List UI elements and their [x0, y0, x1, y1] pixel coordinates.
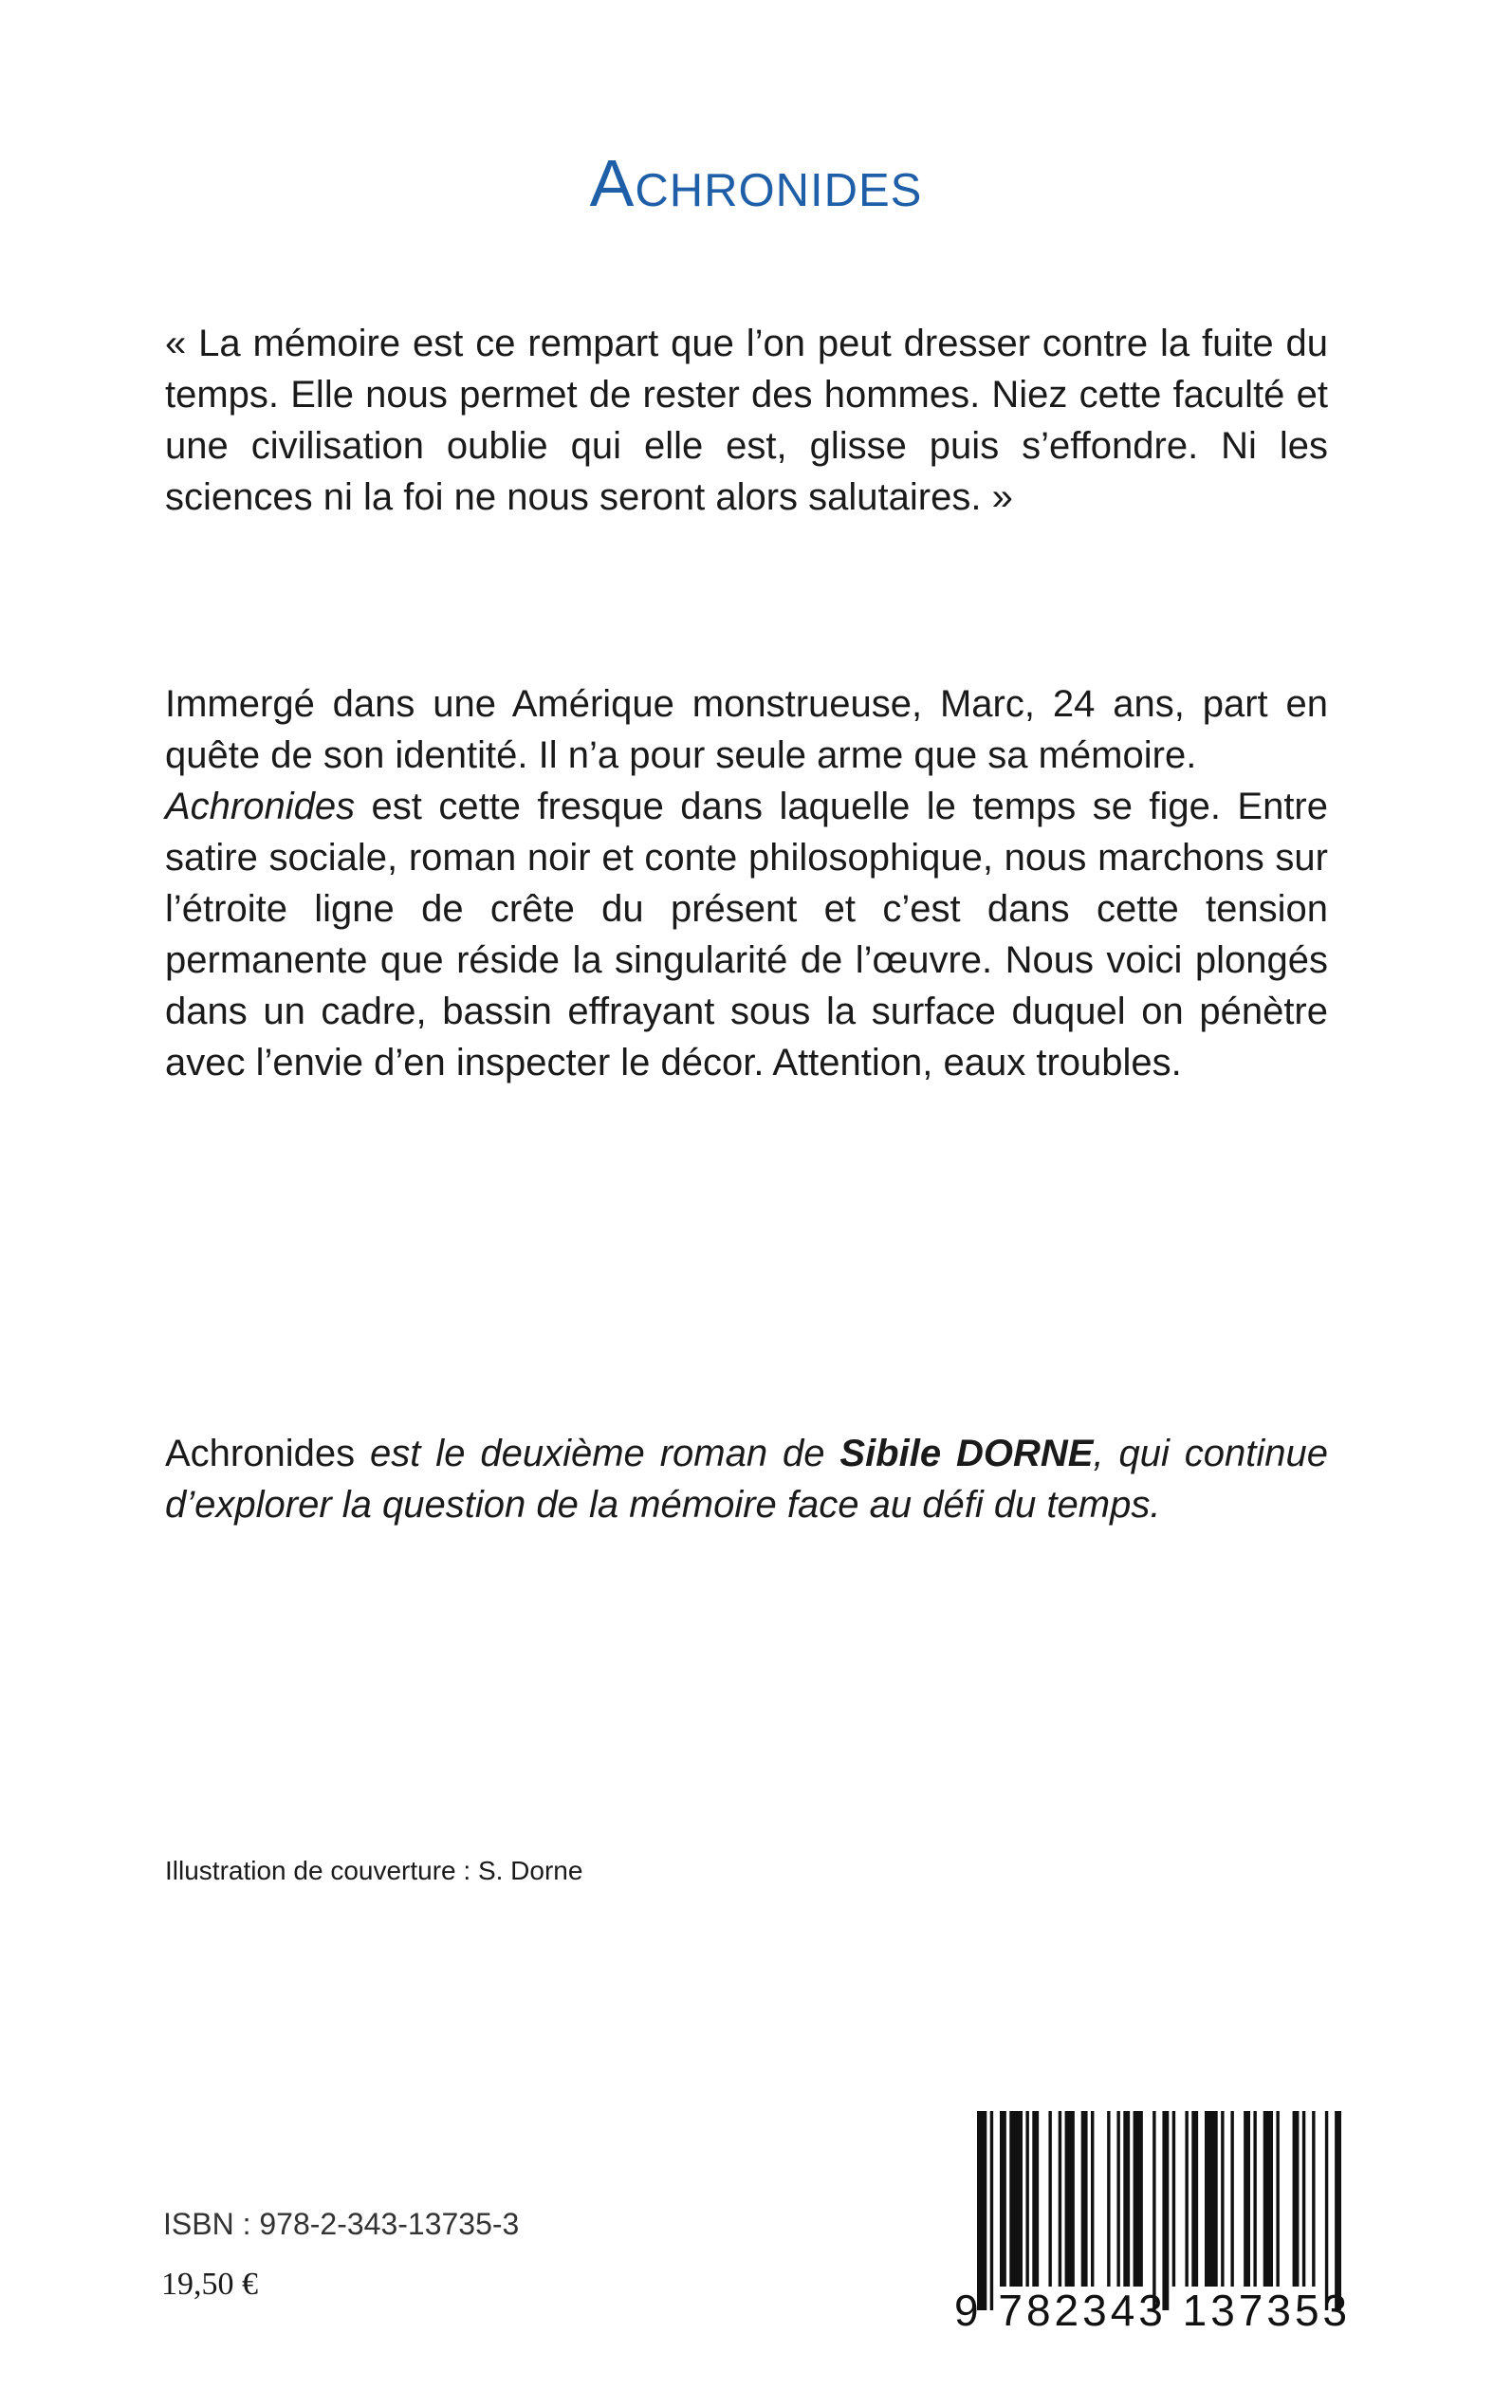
epigraph-quote: « La mémoire est ce rempart que l’on peut dresser contre la fuite du temps. Elle nous permet de rester des hommes. Niez cette faculté et une civilisation oublie qui elle est, glisse puis s’effondre. Ni les sciences ni la foi ne nous seront alors salutaires. » — [165, 323, 1328, 518]
barcode-bar — [990, 2111, 993, 2310]
synopsis-book-title: Achronides — [165, 786, 356, 827]
barcode-bar — [1221, 2111, 1224, 2287]
barcode-bar — [1244, 2111, 1250, 2287]
barcode-bar — [1302, 2111, 1305, 2287]
barcode-bar — [1293, 2111, 1300, 2287]
barcode-bar — [1091, 2111, 1094, 2287]
barcode-bar — [1312, 2111, 1315, 2287]
barcode-bar — [1107, 2111, 1110, 2287]
barcode-bar — [1253, 2111, 1256, 2287]
barcode-bar — [1032, 2111, 1039, 2287]
author-note-rest: , qui continue d’explorer la question de la mémoire face au défi du temps. — [165, 1433, 1328, 1526]
barcode-bar — [1230, 2111, 1233, 2287]
author-note-middle: est le deuxième roman de — [355, 1433, 840, 1474]
barcode-bar — [1276, 2111, 1279, 2287]
barcode-bar — [1059, 2111, 1061, 2287]
synopsis-paragraph-1: Immergé dans une Amérique monstrueuse, Marc, 24 ans, part en quête de son identité. Il n’a pour seule arme que sa mémoire. — [165, 683, 1328, 776]
barcode-bar — [1172, 2111, 1175, 2287]
barcode-bar — [1263, 2111, 1273, 2287]
author-note — [165, 1428, 1328, 1530]
author-name: Sibile DORNE — [839, 1433, 1094, 1474]
barcode-bar — [1185, 2111, 1188, 2287]
barcode-bars — [977, 2111, 1341, 2310]
synopsis-paragraph-2-text: est cette fresque dans laquelle le temps se fige. Entre satire sociale, roman noir et conte philosophique, nous marchons sur l’étroite ligne de crête du présent et c’est dans cette tension permanente que réside la singularité de l’œuvre. Nous voici plongés dans un cadre, bassin effrayant sous la surface duquel on pénètre avec l’envie d’en inspecter le décor. Attention, eaux troubles. — [165, 786, 1328, 1084]
barcode-bar — [1025, 2111, 1028, 2287]
barcode-bar — [1325, 2111, 1328, 2310]
synopsis — [165, 678, 1328, 1088]
barcode-bar — [1335, 2111, 1341, 2310]
isbn: ISBN : 978-2-343-13735-3 — [163, 2207, 520, 2241]
barcode-bar — [1116, 2111, 1119, 2287]
barcode-bar — [1162, 2111, 1169, 2310]
synopsis-paragraph-2 — [165, 781, 1328, 1088]
illustration-credit: Illustration de couverture : S. Dorne — [165, 1856, 583, 1885]
barcode-bar — [1081, 2111, 1088, 2287]
barcode-icon — [977, 2111, 1341, 2310]
barcode-bar — [1000, 2111, 1006, 2287]
barcode-bar — [1123, 2111, 1130, 2287]
barcode-bar — [1048, 2111, 1051, 2287]
book-title: Achronides — [589, 146, 923, 220]
barcode-bar — [1152, 2111, 1155, 2310]
author-note-book: Achronides — [165, 1433, 356, 1474]
barcode-bar — [1065, 2111, 1075, 2287]
barcode-digits: 9 782343 137353 — [954, 2286, 1352, 2335]
barcode-bar — [1205, 2111, 1218, 2287]
barcode-bar — [1134, 2111, 1143, 2287]
barcode-bar — [1009, 2111, 1023, 2287]
barcode-bar — [1191, 2111, 1198, 2287]
barcode-bar — [977, 2111, 986, 2310]
price: 19,50 € — [161, 2267, 258, 2302]
